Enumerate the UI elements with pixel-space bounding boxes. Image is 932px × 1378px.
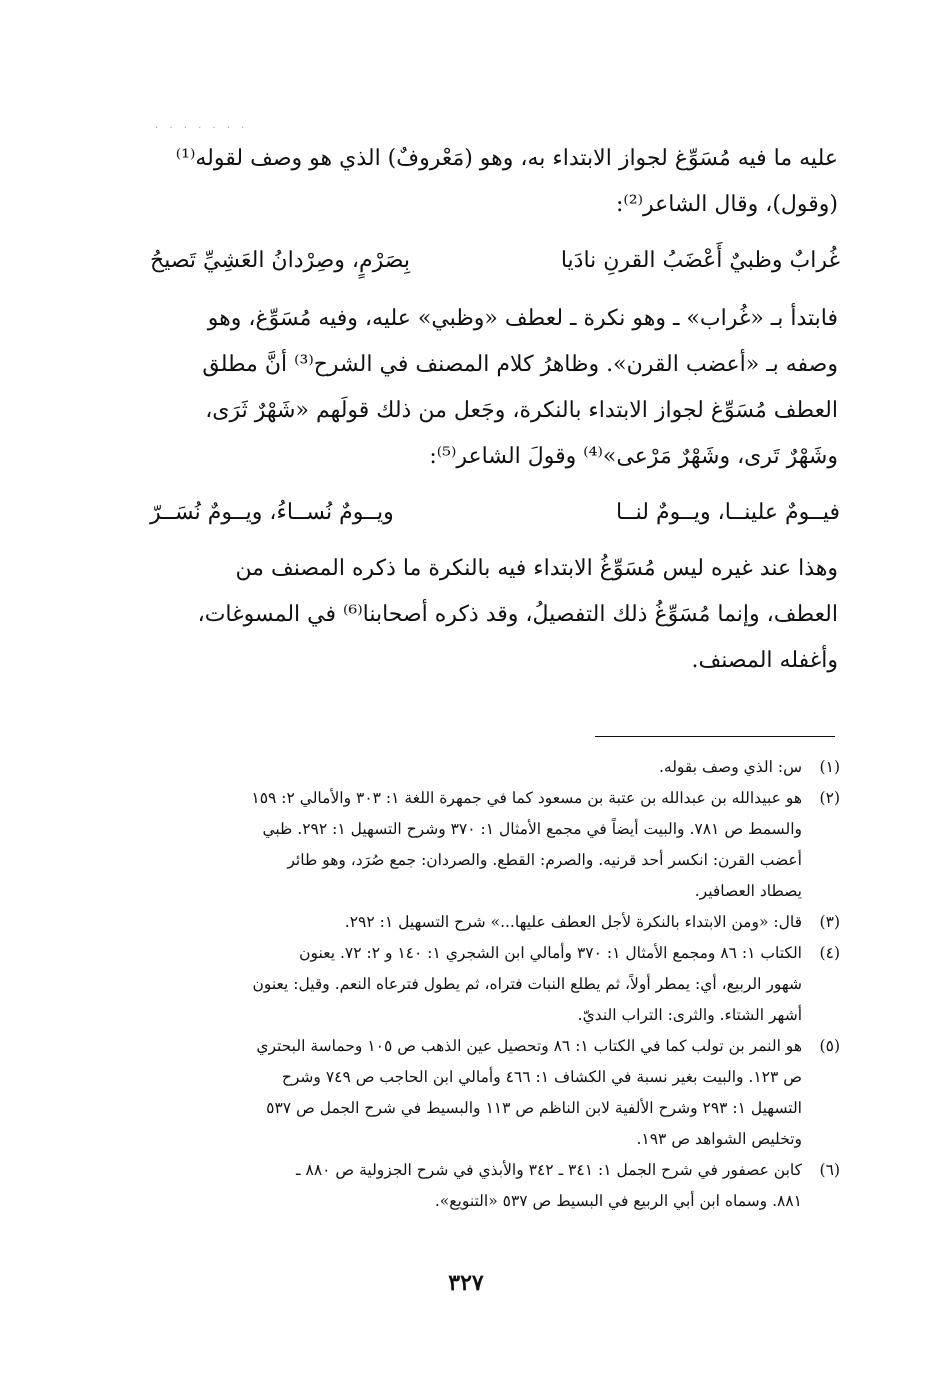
text-line: وشَهْرٌ تَرى، وشَهْرٌ مَرْعى»⁽⁴⁾ وقولَ الشاعر⁽⁵⁾: [429, 444, 838, 469]
footnote-text [130, 752, 802, 783]
verse-2 [150, 490, 840, 536]
footnote-line: هو عبيدالله بن عبدالله بن عتبة بن مسعود كما في جمهرة اللغة ١: ٣٠٣ والأمالي ٢: ١٥٩ [251, 789, 802, 807]
footnote-line: ص ١٢٣. والبيت بغير نسبة في الكشاف ١: ٤٦٦ وأمالي ابن الحاجب ص ٧٤٩ وشرح [281, 1068, 802, 1086]
footnote-number: (٥) [819, 1037, 840, 1055]
footnote-line: س: الذي وصف بقوله. [658, 758, 802, 776]
footnote-2 [130, 783, 840, 907]
text-line: العطف مُسَوِّغ لجواز الابتداء بالنكرة، وجَعل من ذلك قولَهم «شَهْرٌ ثَرَى، [205, 398, 838, 423]
footnote-line: وتخليص الشواهد ص ١٩٣. [636, 1130, 802, 1148]
footnote-line: يصطاد العصافير. [694, 882, 802, 900]
footnote-text [130, 783, 802, 907]
text-line: العطف، وإنما مُسَوِّغُ ذلك التفصيلُ، وقد ذكره أصحابنا⁽⁶⁾ في المسوغات، [197, 602, 838, 627]
text-line: فابتدأ بـ «غُراب» ـ وهو نكرة ـ لعطف «وظبي» عليه، وفيه مُسَوِّغ، وهو [207, 306, 838, 331]
footnote-line: الكتاب ١: ٨٦ ومجمع الأمثال ١: ٣٧٠ وأمالي ابن الشجري ١: ١٤٠ و ٢: ٧٢. يعنون [299, 944, 802, 962]
footnote-number: (٦) [819, 1161, 840, 1179]
text-line: وصفه بـ «أعضب القرن». وظاهرُ كلام المصنف في الشرح⁽³⁾ أنَّ مطلق [202, 352, 838, 377]
footnote-4 [130, 938, 840, 1031]
footnote-separator [595, 736, 835, 737]
footnote-line: أشهر الشتاء. والثرى: التراب النديّ. [577, 1006, 802, 1024]
footnote-line: شهور الربيع، أي: يمطر أولاً، ثم يطلع النبات فتراه، ثم يطول فترعاه النعم. وقيل: يعنون [252, 975, 802, 993]
footnote-text [130, 1155, 802, 1217]
footnote-number: (٤) [819, 944, 840, 962]
text-line: (وقول)، وقال الشاعر⁽²⁾: [615, 192, 838, 217]
footnote-line: هو النمر بن تولب كما في الكتاب ١: ٨٦ وتحصيل عين الذهب ص ١٠٥ وحماسة البحتري [256, 1037, 802, 1055]
footnote-number: (٣) [819, 913, 840, 931]
verse-second-hemistich: بِصَرْمٍ، وصِرْدانُ العَشِيِّ تَصيحُ [150, 248, 410, 273]
scan-speck: . . . . . . . [155, 120, 249, 131]
footnote-line: والسمط ص ٧٨١. والبيت أيضاً في مجمع الأمثال ١: ٣٧٠ وشرح التسهيل ١: ٢٩٢. ظبي [262, 820, 802, 838]
footnote-line: ٨٨١. وسماه ابن أبي الربيع في البسيط ص ٥٣٧ «التنويع». [434, 1192, 802, 1210]
footnote-number: (٢) [819, 789, 840, 807]
verse-second-hemistich: ويــومٌ نُســاءُ، ويــومٌ نُسَــرّ [150, 500, 394, 525]
page-number: ٣٢٧ [448, 1270, 484, 1296]
footnote-text [130, 1031, 802, 1155]
footnote-line: التسهيل ١: ٢٩٣ وشرح الألفية لابن الناظم ص ١١٣ والبسيط في شرح الجمل ص ٥٣٧ [266, 1099, 802, 1117]
paragraph-1 [130, 136, 838, 228]
paragraph-3 [130, 546, 838, 684]
verse-1 [150, 238, 840, 284]
text-line: وهذا عند غيره ليس مُسَوِّغُ الابتداء فيه بالنكرة ما ذكره المصنف من [235, 556, 838, 581]
verse-first-hemistich: فيــومٌ علينــا، ويــومٌ لنــا [616, 500, 840, 525]
footnote-6 [130, 1155, 840, 1217]
verse-first-hemistich: غُرابٌ وظبيٌ أَعْضَبُ القرنِ نادَيا [560, 248, 840, 273]
text-line: وأغفله المصنف. [691, 648, 838, 673]
footnotes [130, 752, 840, 1217]
paragraph-2 [130, 296, 838, 480]
text-line: عليه ما فيه مُسَوِّغ لجواز الابتداء به، وهو (مَعْروفٌ) الذي هو وصف لقوله⁽¹⁾ [175, 146, 838, 171]
footnote-5 [130, 1031, 840, 1155]
footnote-text [130, 938, 802, 1031]
footnote-line: أعضب القرن: انكسر أحد قرنيه. والصرم: القطع. والصردان: جمع صُرَد، وهو طائر [287, 851, 802, 869]
footnote-line: كابن عصفور في شرح الجمل ١: ٣٤١ ـ ٣٤٢ والأبذي في شرح الجزولية ص ٨٨٠ ـ [296, 1161, 802, 1179]
footnote-line: قال: «ومن الابتداء بالنكرة لأجل العطف عليها...» شرح التسهيل ١: ٢٩٢. [344, 913, 802, 931]
footnote-3 [130, 907, 840, 938]
footnote-text [130, 907, 802, 938]
footnote-number: (١) [819, 758, 840, 776]
footnote-1 [130, 752, 840, 783]
